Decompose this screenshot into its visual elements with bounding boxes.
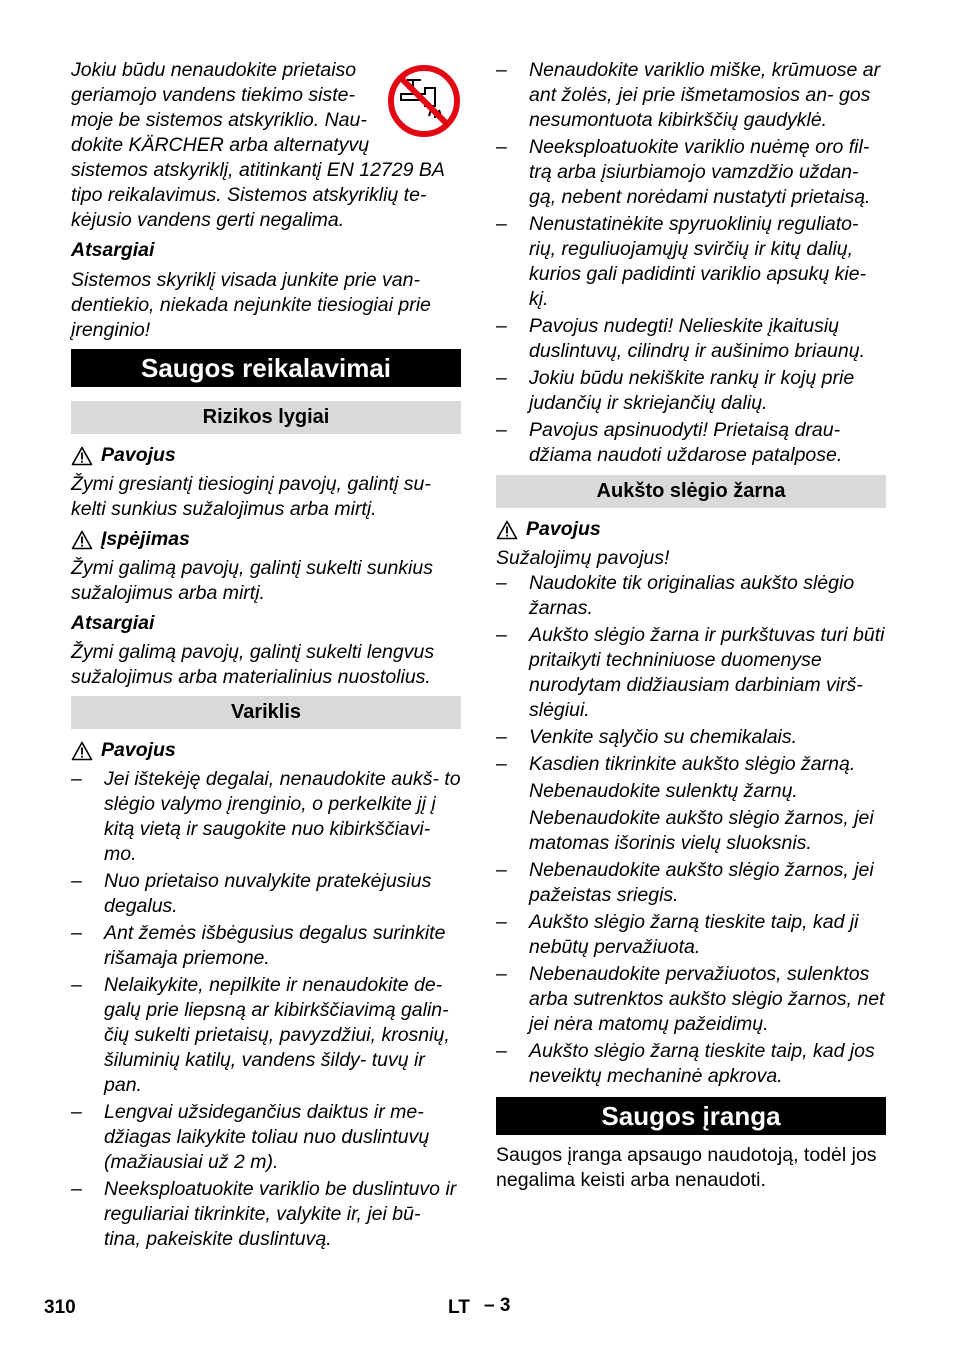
risk-warning-heading [71, 527, 461, 552]
risk-caution-label: Atsargiai [71, 612, 155, 634]
list-item [496, 962, 886, 1037]
list-item: – Jei ištekėję degalai, nenaudokite aukš- to slėgio valymo įrenginio, o perkelkite jį į kitą vietą ir saugokite nuo kibirkščiavi- mo. [71, 767, 461, 867]
hose-list [496, 571, 886, 1089]
hose-title: Aukšto slėgio žarna [496, 475, 886, 508]
list-item [496, 752, 886, 856]
intro-line: kėjusio vandens gerti negalima. [71, 209, 345, 231]
intro-line: Jokiu būdu nenaudokite prietaiso [71, 59, 357, 81]
list-item-text: – Naudokite tik originalias aukšto slėgio žarnas. [529, 572, 855, 619]
left-column [71, 58, 461, 1254]
list-item: – Nenaudokite variklio miške, krūmuose ar ant žolės, jei prie išmetamosios an- gos nesumontuota kibirkščių gaudyklė. [496, 58, 886, 133]
right-column [496, 58, 886, 1193]
warning-triangle-icon [71, 530, 93, 550]
no-drinking-water-icon [387, 64, 461, 138]
list-item: – Jokiu būdu nekiškite rankų ir kojų prie judančių ir skriejančių dalių. [496, 366, 886, 416]
list-item-text: Nebenaudokite sulenktų žarnų. [529, 780, 798, 802]
page-number: 310 [44, 1297, 76, 1318]
risk-warning-text: Žymi galimą pavojų, galintį sukelti sunkius sužalojimus arba mirtį. [71, 557, 433, 604]
list-item: – Pavojus nudegti! Nelieskite įkaitusių duslintuvų, cilindrų ir aušinimo briaunų. [496, 314, 886, 364]
hose-danger-heading [496, 517, 886, 542]
risk-warning-label: Įspėjimas [101, 528, 190, 550]
warning-triangle-icon [496, 520, 518, 540]
safety-title: Saugos reikalavimai [71, 349, 461, 387]
warning-triangle-icon [71, 741, 93, 761]
list-item: – Pavojus apsinuodyti! Prietaisą drau- džiama naudoti uždarose patalpose. [496, 418, 886, 468]
intro-line: sistemos atskyriklį, atitinkantį EN 12729 BA [71, 159, 445, 181]
list-item: – Neeksploatuokite variklio nuėmę oro fil- trą arba įsiurbiamojo vamzdžio uždan- gą, nebent norėdami nustatyti prietaisą. [496, 135, 886, 210]
equipment-text: Saugos įranga apsaugo naudotoją, todėl jos negalima keisti arba nenaudoti. [496, 1144, 877, 1191]
list-item-text: – Nebenaudokite pervažiuotos, sulenktos arba sutrenktos aukšto slėgio žarnos, net jei nėra matomų pažeidimų. [529, 963, 885, 1035]
risk-danger-label: Pavojus [101, 444, 176, 466]
intro-line: geriamojo vandens tiekimo siste- [71, 84, 355, 106]
list-item: – Lengvai užsidegančius daiktus ir me- džiagas laikykite toliau nuo duslintuvų (mažiausiai už 2 m). [71, 1100, 461, 1175]
list-item [496, 858, 886, 908]
list-item [496, 910, 886, 960]
footer-language: LT [448, 1297, 470, 1318]
list-item [496, 623, 886, 723]
intro-caution-label: Atsargiai [71, 239, 155, 261]
hose-intro: Sužalojimų pavojus! [496, 547, 670, 569]
risk-levels-title: Rizikos lygiai [71, 401, 461, 434]
engine-list-left [71, 767, 461, 1252]
list-item-text: Nebenaudokite aukšto slėgio žarnos, jei matomas išorinis vielų sluoksnis. [529, 807, 874, 854]
risk-caution-text: Žymi galimą pavojų, galintį sukelti lengvus sužalojimus arba materialinius nuostolius. [71, 641, 435, 688]
risk-danger-heading [71, 443, 461, 468]
equipment-title: Saugos įranga [496, 1097, 886, 1135]
engine-danger-label: Pavojus [101, 739, 176, 761]
list-item [496, 725, 886, 750]
engine-title: Variklis [71, 696, 461, 729]
list-item: – Nenustatinėkite spyruoklinių reguliato- rių, reguliuojamųjų svirčių ir kitų dalių, kurios gali padidinti variklio apsukų kie- kį. [496, 212, 886, 312]
list-item-text: – Aukšto slėgio žarna ir purkštuvas turi būti pritaikyti techniniuose duomenyse nurodytam didžiausiam darbiniam virš- slėgiui. [529, 624, 885, 721]
intro-line: moje be sistemos atskyriklio. Nau- [71, 109, 367, 131]
risk-danger-text: Žymi gresiantį tiesioginį pavojų, galintį su- kelti sunkius sužalojimus arba mirtį. [71, 473, 431, 520]
list-item: – Neeksploatuokite variklio be duslintuvo ir reguliariai tikrinkite, valykite ir, jei bū- tina, pakeiskite duslintuvą. [71, 1177, 461, 1252]
warning-triangle-icon [71, 446, 93, 466]
list-item-text: – Nebenaudokite aukšto slėgio žarnos, jei pažeistas sriegis. [529, 859, 874, 906]
list-item [496, 1039, 886, 1089]
list-item-text: – Aukšto slėgio žarną tieskite taip, kad jos neveiktų mechaninė apkrova. [529, 1040, 875, 1087]
intro-line: dokite KÄRCHER arba alternatyvų [71, 134, 370, 156]
intro-caution-text: Sistemos skyriklį visada junkite prie van- dentiekio, niekada nejunkite tiesiogiai prie įrenginio! [71, 269, 431, 341]
list-item-text: – Venkite sąlyčio su chemikalais. [529, 726, 798, 748]
engine-danger-heading [71, 738, 461, 763]
intro-line: tipo reikalavimus. Sistemos atskyriklių te- [71, 184, 427, 206]
hose-danger-label: Pavojus [526, 518, 601, 540]
list-item-text: – Aukšto slėgio žarną tieskite taip, kad ji nebūtų pervažiuota. [529, 911, 859, 958]
list-item [496, 571, 886, 621]
footer-section: – 3 [484, 1295, 511, 1316]
list-item-text: – Kasdien tikrinkite aukšto slėgio žarną. [529, 753, 856, 775]
intro-block [71, 58, 461, 233]
list-item: – Ant žemės išbėgusius degalus surinkite rišamaja priemone. [71, 921, 461, 971]
engine-list-right [496, 58, 886, 468]
list-item: – Nuo prietaiso nuvalykite pratekėjusius degalus. [71, 869, 461, 919]
list-item: – Nelaikykite, nepilkite ir nenaudokite de- galų prie liepsną ar kibirkščiavimą galin- čių sukelti prietaisų, pavyzdžiui, krosnių, šiluminių katilų, vandens šildy- tuvų ir pan. [71, 973, 461, 1098]
